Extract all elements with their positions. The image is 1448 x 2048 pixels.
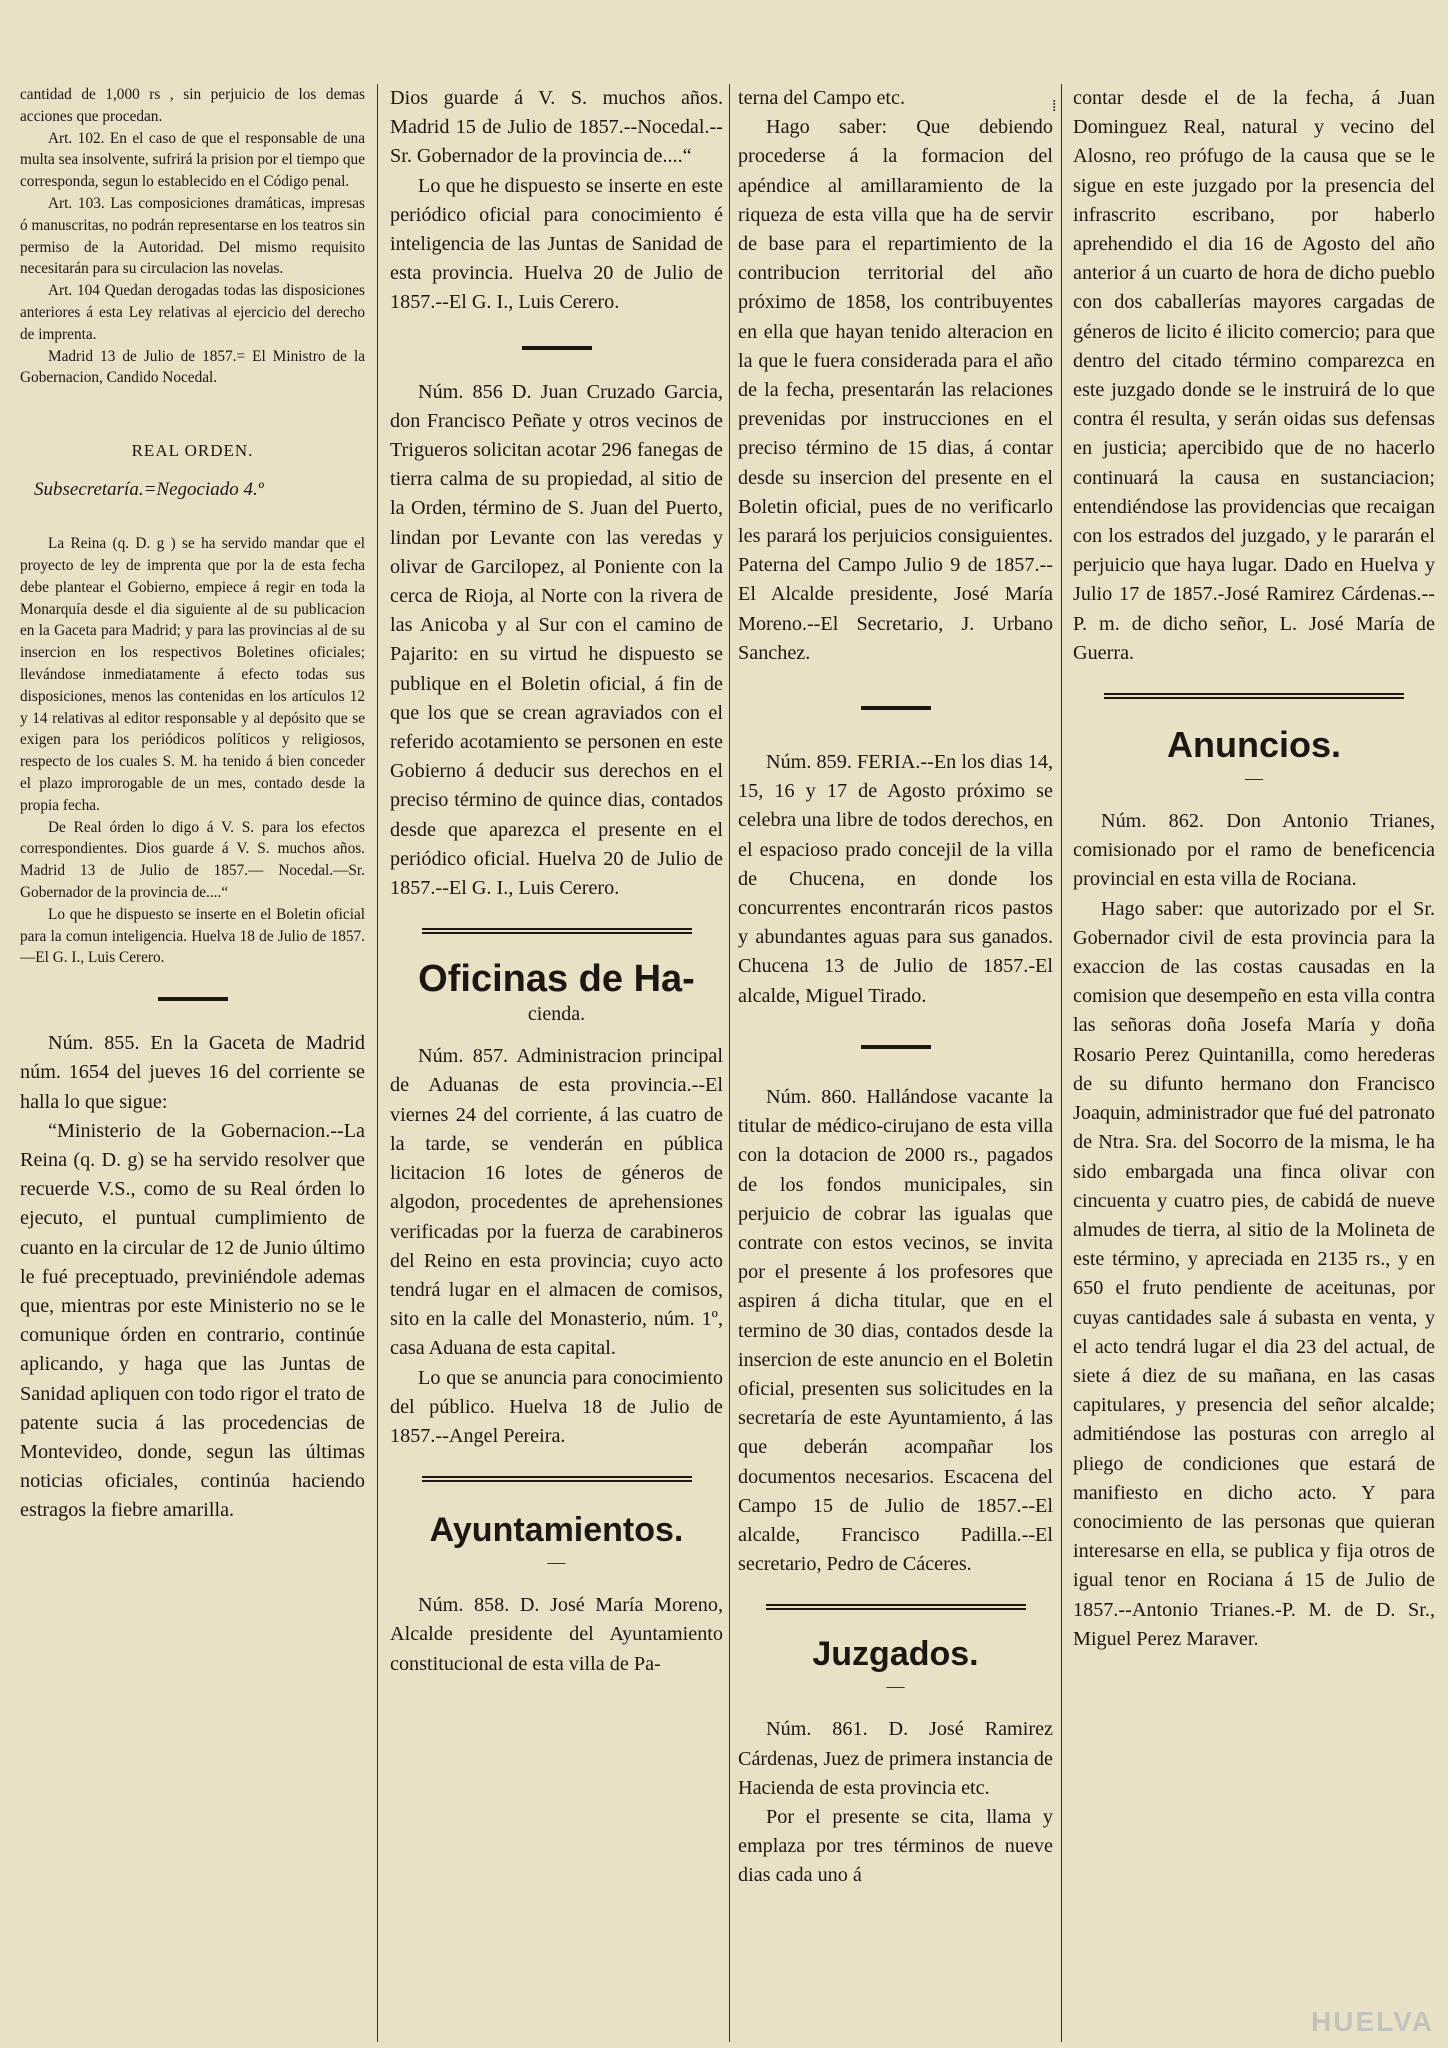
anuncios-heading: Anuncios. <box>1166 724 1341 766</box>
notice-860: Núm. 860. Hallándose vacante la titular de médico-cirujano de esta villa con la dotacion de 2000 rs., pagados de los fondos municipales, sin perjuicio de cobrar las igualas que contrate con estos vecinos, se invita por el presente á los profesores que aspiren á dicha titular, que en el termino de 30 dias, contados desde la insercion de este anuncio en el Boletin oficial, presenten sus solicitudes en la secretaría de este Ayuntamiento, á las que deberán acompañar los documentos necesarios. Escacena del Campo 15 de Julio de 1857.--El alcalde, Francisco Padilla.--El secretario, Pedro de Cáceres. <box>738 1085 1053 1576</box>
juzgados-heading: Juzgados. <box>812 1635 979 1674</box>
notice-857: Núm. 857. Administracion principal de Aduanas de esta provincia.--El viernes 24 del corriente, á las cuatro de la tarde, se venderán en pública licitacion 16 lotes de géneros de algodon, procedentes de aprehensiones verificadas por la fuerza de carabineros del Reino en esta provincia; cuyo acto tendrá lugar en el almacen de comisos, sito en la calle del Monasterio, núm. 1º, casa Aduana de esta capital. <box>390 1045 723 1360</box>
section-divider <box>422 1475 692 1483</box>
hacienda-heading: Oficinas de Ha- <box>418 958 695 1001</box>
notice-858-body: Hago saber: Que debiendo procederse á la formacion del apéndice al amillaramiento de la riqueza de esta villa que ha de servir de base para el repartimiento de la contribucion territorial del año próximo de 1858, los contribuyentes en ella que hayan tenido alteracion en la que le fuera considerada para el año de la fecha, presentarán las relaciones prevenidas por instrucciones en el preciso término de 15 dias, á contar desde su insercion del presente en el Boletin oficial, pues de no verificarlo les parará los perjuicios consiguientes. Paterna del Campo Julio 9 de 1857.--El Alcalde presidente, José María Moreno.--El Secretario, J. Urbano Sanchez. <box>738 116 1053 664</box>
article-102: Art. 102. En el caso de que el responsable de una multa sea insolvente, sufrirá la prision por el tiempo que corresponda, segun lo establecido en el Código penal. <box>20 129 365 191</box>
heading-dash: — <box>886 1676 905 1697</box>
archive-watermark: HUELVA <box>1311 2006 1434 2037</box>
law-signature: Madrid 13 de Julio de 1857.= El Ministro de la Gobernacion, Candido Nocedal. <box>20 347 365 387</box>
column-2 <box>390 84 723 1679</box>
heading-dash: — <box>1245 768 1263 789</box>
real-orden-subheading: Subsecretaría.=Negociado 4.º <box>34 479 264 501</box>
notice-855-closing: Dios guarde á V. S. muchos años. Madrid 15 de Julio de 1857.--Nocedal.--Sr. Gobernador de la provincia de....“ <box>390 87 723 168</box>
heading-dash: — <box>547 1552 566 1573</box>
notice-857-closing: Lo que se anuncia para conocimiento del público. Huelva 18 de Julio de 1857.--Angel Pereira. <box>390 1366 723 1447</box>
article-104: Art. 104 Quedan derogadas todas las disposiciones anteriores á esta Ley relativas al ejercicio del derecho de imprenta. <box>20 282 365 343</box>
ornament-divider <box>861 704 931 712</box>
column-rule <box>377 84 378 2042</box>
column-1 <box>20 84 365 1526</box>
ornament-divider <box>861 1043 931 1051</box>
notice-861-continued: contar desde el de la fecha, á Juan Dominguez Real, natural y vecino del Alosno, reo prófugo de la causa que se le sigue en este juzgado por la presencia del infrascrito escribano, por haberlo aprehendido el dia 16 de Agosto del año anterior á un cuarto de hora de dicho pueblo con dos caballerías mayores cargadas de géneros de licito é ilicito comercio; para que dentro del citado término comparezca en este juzgado donde se le instruirá de lo que contra él resulta, y serán oidas sus defensas en justicia; apercibido que de no hacerlo continuará la causa en sustanciacion; entendiéndose las providencias que recaigan con los estrados del juzgado, y le pararán el perjuicio que haya lugar. Dado en Huelva y Julio 17 de 1857.-José Ramirez Cárdenas.--P. m. de dicho señor, L. José María de Guerra. <box>1073 87 1435 664</box>
notice-859: Núm. 859. FERIA.--En los dias 14, 15, 16 y 17 de Agosto próximo se celebra una libre de todos derechos, en el espacioso prado concejil de la villa de Chucena, en donde los concurrentes encontrarán ricos pastos y abundantes aguas para sus ganados. Chucena 13 de Julio de 1857.-El alcalde, Miguel Tirado. <box>738 751 1053 1007</box>
section-divider <box>766 1603 1026 1611</box>
hacienda-heading-continued: cienda. <box>527 1003 586 1026</box>
section-divider <box>422 927 692 935</box>
notice-861: Núm. 861. D. José Ramirez Cárdenas, Juez de primera instancia de Hacienda de esta provincia etc. <box>738 1718 1053 1799</box>
notice-858-continued: terna del Campo etc. <box>738 87 906 109</box>
column-3 <box>738 84 1053 1891</box>
column-rule <box>1061 84 1062 2042</box>
margin-mark: ⁞ <box>1052 98 1057 115</box>
column-4 <box>1073 84 1435 1654</box>
notice-855-body: “Ministerio de la Gobernacion.--La Reina (q. D. g) se ha servido resolver que recuerde V.S., como de su Real órden lo ejecuto, el puntual cumplimiento de cuanto en la circular de 12 de Junio último le fué preceptuado, previniéndole ademas que, mientras por este Ministerio no se le comunique órden en contrario, continúe aplicando, y haga que las Juntas de Sanidad apliquen con todo rigor el trato de patente sucia á las procedencias de Montevideo, donde, segun las últimas noticias oficiales, continúa haciendo estragos la fiebre amarilla. <box>20 1119 365 1522</box>
notice-858: Núm. 858. D. José María Moreno, Alcalde presidente del Ayuntamiento constitucional de esta villa de Pa- <box>390 1594 723 1675</box>
ayuntamientos-heading: Ayuntamientos. <box>429 1511 684 1550</box>
law-continuation: cantidad de 1,000 rs , sin perjuicio de los demas acciones que procedan. <box>20 86 365 125</box>
real-orden-insert-note: Lo que he dispuesto se inserte en el Boletin oficial para la comun inteligencia. Huelva 18 de Julio de 1857.—El G. I., Luis Cerero. <box>20 905 365 967</box>
notice-856: Núm. 856 D. Juan Cruzado Garcia, don Francisco Peñate y otros vecinos de Trigueros solicitan acotar 296 fanegas de tierra calma de su propiedad, al sitio de la Orden, término de S. Juan del Puerto, lindan por Levante con las veredas y olivar de Garcilopez, al Poniente con la cerca de Rioja, al Norte con la rivera de las Anicoba y al Sur con el camino de Pajarito: en su virtud he dispuesto se publique en el Boletin oficial, á fin de que los que se crean agraviados con el referido acotamiento se personen en este Gobierno á deducir sus derechos en el preciso término de quince dias, contados desde que aparezca el presente en el periódico oficial. Huelva 20 de Julio de 1857.--El G. I., Luis Cerero. <box>390 380 723 900</box>
notice-855-intro: Núm. 855. En la Gaceta de Madrid núm. 1654 del jueves 16 del corriente se halla lo que sigue: <box>20 1032 365 1113</box>
section-divider <box>1104 692 1404 700</box>
ornament-divider <box>158 995 228 1003</box>
real-orden-body: La Reina (q. D. g ) se ha servido mandar que el proyecto de ley de imprenta que por la de esta fecha debe plantear el Gobierno, empiece á regir en toda la Monarquía desde el dia siguiente al de su publicacion en la Gaceta para Madrid; y para las provincias al de su insercion en los respectivos Boletines oficiales; llevándose inmediatamente á efecto todas sus disposiciones, menos las contenidas en los artículos 12 y 14 relativas al editor responsable y al depósito que se exigen para los periódicos políticos y religiosos, respecto de los cuales S. M. ha tenido á bien conceder el plazo improrogable de un mes, contado desde la propia fecha. <box>20 535 365 814</box>
notice-862: Núm. 862. Don Antonio Trianes, comisionado por el ramo de beneficencia provincial en esta villa de Rociana. <box>1073 810 1435 891</box>
ornament-divider <box>522 344 592 352</box>
notice-861-citation: Por el presente se cita, llama y emplaza por tres términos de nueve dias cada uno á <box>738 1805 1053 1887</box>
real-orden-closing: De Real órden lo digo á V. S. para los efectos correspondientes. Dios guarde á V. S. muchos años. Madrid 13 de Julio de 1857.— Nocedal.—Sr. Gobernador de la provincia de....“ <box>20 818 365 901</box>
real-orden-heading: REAL ORDEN. <box>131 441 254 461</box>
article-103: Art. 103. Las composiciones dramáticas, impresas ó manuscritas, no podrán representarse en los teatros sin permiso de la Autoridad. Del mismo requisito necesitarán para su circulacion las novelas. <box>20 194 365 278</box>
notice-855-insert-note: Lo que he dispuesto se inserte en este periódico oficial para conocimiento é inteligencia de las Juntas de Sanidad de esta provincia. Huelva 20 de Julio de 1857.--El G. I., Luis Cerero. <box>390 174 723 314</box>
column-rule <box>729 84 730 2042</box>
notice-862-body: Hago saber: que autorizado por el Sr. Gobernador civil de esta provincia para la exaccion de las costas causadas en la comision que desempeño en esta villa contra las señoras doña Josefa María y doña Rosario Perez Quintanilla, como herederas de su difunto hermano don Francisco Joaquin, administrador que fué del patronato de Ntra. Sra. del Socorro de la misma, le ha sido embargada una finca olivar con cincuenta y cuatro pies, de cabidá de nueve almudes de tierra, al sitio de la Molineta de este término, y apreciada en 2135 rs., y en 650 el fruto pendiente de aceitunas, por cuyas cantidades sale á subasta en venta, y el acto tendrá lugar el dia 23 del actual, de siete á diez de su mañana, en las casas capitulares, y presencia del señor alcalde; admitiéndose las posturas con arreglo al pliego de condiciones que estará de manifiesto en dicho acto. Y para conocimiento de las personas que quieran interesarse en ella, se publica y fija otros de igual tenor en Rociana á 15 de Julio de 1857.--Antonio Trianes.-P. M. de D. Sr., Miguel Perez Maraver. <box>1073 897 1435 1650</box>
